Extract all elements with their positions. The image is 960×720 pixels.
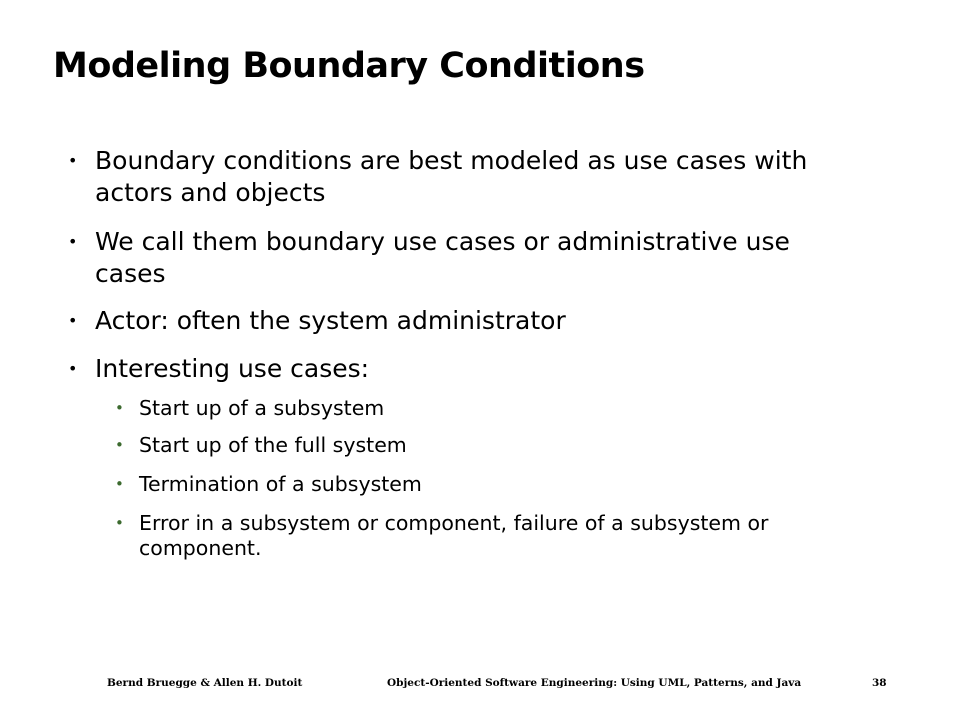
- sub-bullet-dot-icon: •: [115, 399, 124, 417]
- sub-bullet-item: [115, 396, 859, 421]
- footer-authors: Bernd Bruegge & Allen H. Dutoit: [107, 677, 303, 689]
- bullet-text: We call them boundary use cases or administrative use cases: [95, 227, 790, 288]
- bullet-dot-icon: •: [68, 232, 78, 251]
- sub-bullet-item: [115, 433, 859, 458]
- sub-bullet-item: [115, 511, 859, 561]
- sub-bullet-item: [115, 472, 859, 497]
- bullet-dot-icon: •: [68, 151, 78, 170]
- bullet-item: [68, 305, 855, 337]
- sub-bullet-dot-icon: •: [115, 436, 124, 454]
- bullet-item: [68, 353, 855, 385]
- bullet-text: Interesting use cases:: [95, 354, 370, 383]
- slide-footer: [0, 677, 960, 693]
- slide-title: Modeling Boundary Conditions: [53, 46, 645, 86]
- bullet-dot-icon: •: [68, 311, 78, 330]
- bullet-text: Boundary conditions are best modeled as use cases with actors and objects: [95, 146, 808, 207]
- footer-page-number: 38: [872, 677, 887, 689]
- footer-book-title: Object-Oriented Software Engineering: Using UML, Patterns, and Java: [387, 677, 802, 689]
- sub-bullet-dot-icon: •: [115, 475, 124, 493]
- bullet-item: [68, 145, 855, 209]
- bullet-item: [68, 226, 855, 290]
- sub-bullet-text: Termination of a subsystem: [139, 472, 422, 496]
- sub-bullet-text: Start up of a subsystem: [139, 396, 385, 420]
- sub-bullet-text: Error in a subsystem or component, failure of a subsystem or component.: [139, 511, 769, 560]
- bullet-text: Actor: often the system administrator: [95, 306, 566, 335]
- bullet-dot-icon: •: [68, 359, 78, 378]
- sub-bullet-text: Start up of the full system: [139, 433, 407, 457]
- sub-bullet-dot-icon: •: [115, 514, 124, 532]
